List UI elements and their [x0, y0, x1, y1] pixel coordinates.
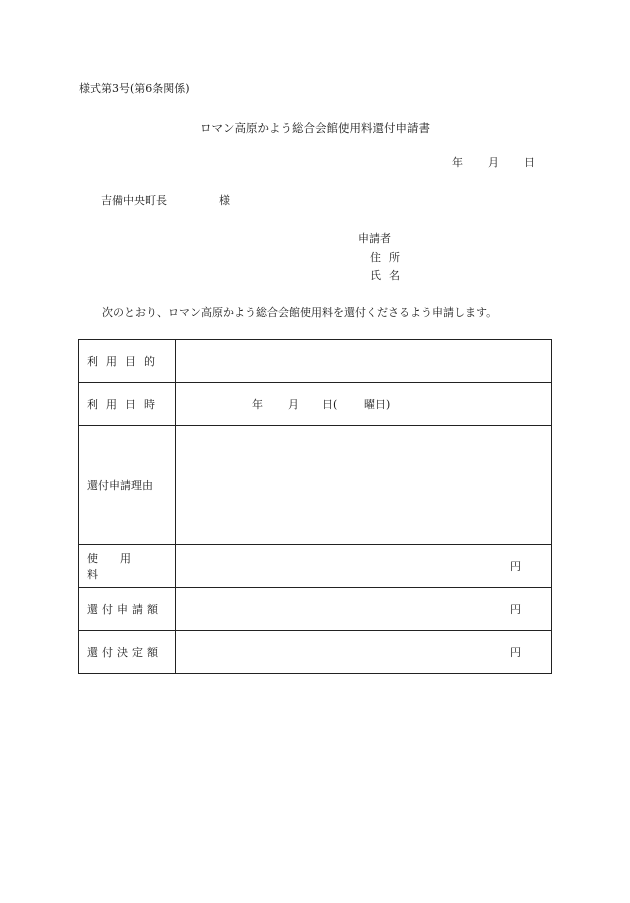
fee-field[interactable]	[176, 545, 552, 588]
datetime-label: 利用日時	[79, 383, 176, 426]
fee-yen-unit: 円	[510, 560, 521, 573]
address-label: 住所	[370, 251, 408, 264]
date-day-label: 日	[524, 156, 535, 169]
request-statement: 次のとおり、ロマン高原かよう総合会館使用料を還付くださるよう申請します。	[102, 306, 498, 319]
fee-row	[79, 545, 552, 588]
datetime-year-label: 年	[252, 398, 263, 411]
datetime-weekday-label: 曜日)	[364, 398, 391, 411]
reason-label: 還付申請理由	[79, 426, 176, 545]
name-label: 氏名	[370, 269, 408, 282]
date-month-label: 月	[488, 156, 499, 169]
fee-label: 使用料	[79, 545, 176, 588]
refund-decision-field[interactable]	[176, 631, 552, 674]
document-title: ロマン高原かよう総合会館使用料還付申請書	[200, 121, 430, 135]
honorific: 様	[219, 194, 230, 207]
refund-request-yen-unit: 円	[510, 603, 521, 616]
purpose-field[interactable]	[176, 340, 552, 383]
applicant-label: 申請者	[358, 232, 391, 245]
refund-request-row	[79, 588, 552, 631]
refund-decision-yen-unit: 円	[510, 646, 521, 659]
application-details-table	[78, 339, 552, 674]
addressee: 吉備中央町長	[101, 194, 167, 207]
refund-request-field[interactable]	[176, 588, 552, 631]
datetime-field[interactable]	[176, 383, 552, 426]
form-code: 様式第3号(第6条関係)	[79, 82, 190, 95]
refund-request-label: 還付申請額	[79, 588, 176, 631]
reason-row	[79, 426, 552, 545]
date-year-label: 年	[452, 156, 463, 169]
refund-decision-row	[79, 631, 552, 674]
datetime-month-label: 月	[288, 398, 299, 411]
datetime-day-label: 日(	[322, 398, 338, 411]
refund-decision-label: 還付決定額	[79, 631, 176, 674]
purpose-row	[79, 340, 552, 383]
reason-field[interactable]	[176, 426, 552, 545]
datetime-row	[79, 383, 552, 426]
purpose-label: 利用目的	[79, 340, 176, 383]
